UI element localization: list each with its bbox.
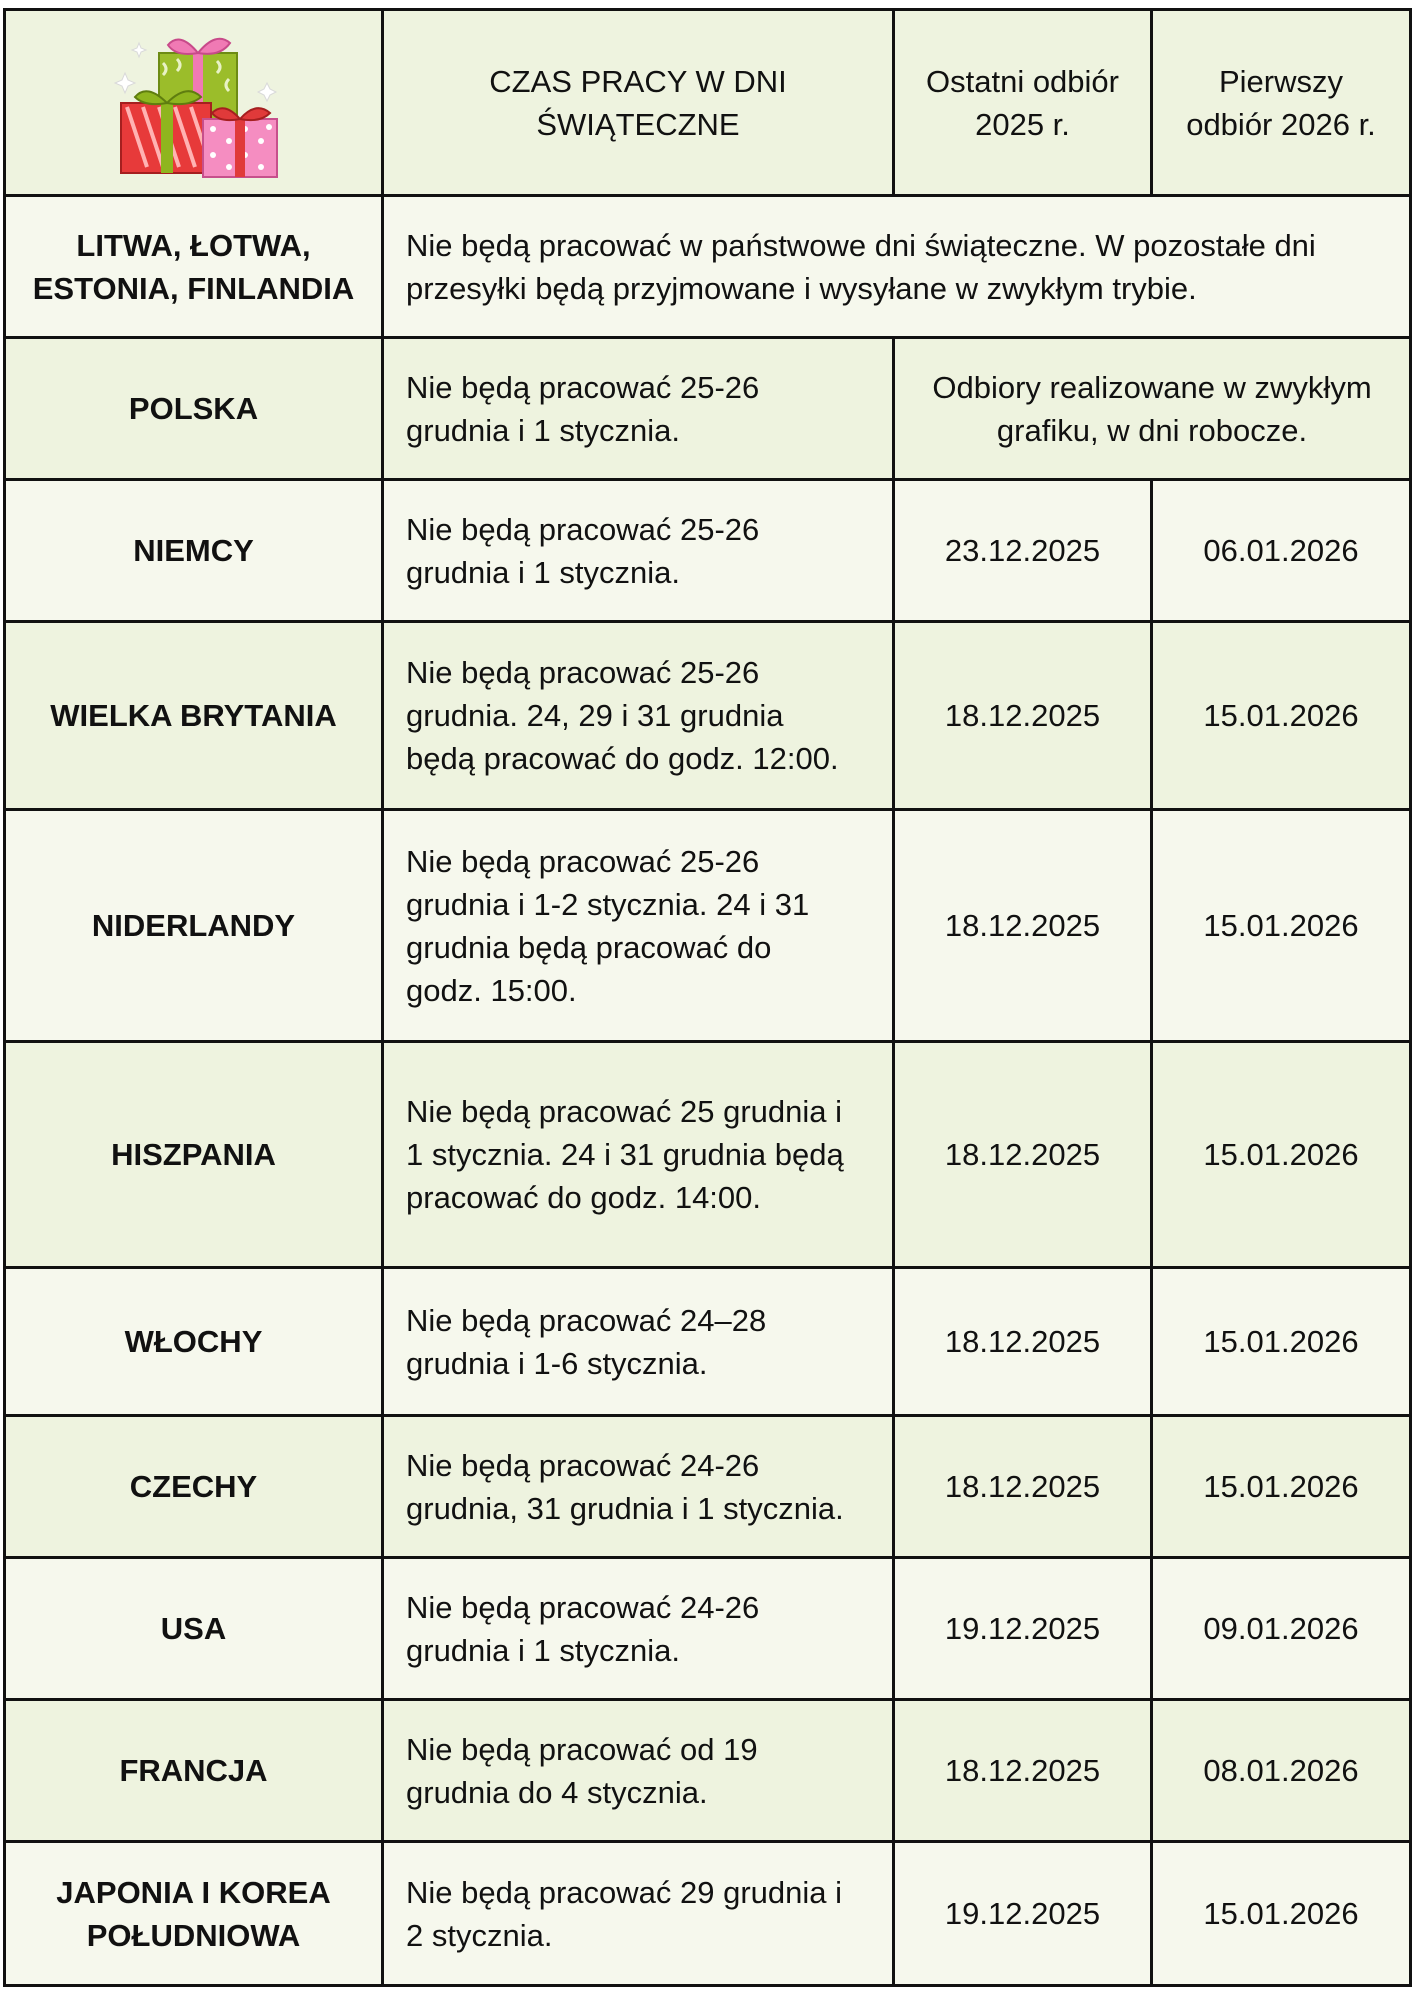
pickups-note-cell-line: Odbiory realizowane w zwykłym — [932, 369, 1372, 405]
working-hours-cell — [383, 1558, 894, 1700]
last-pickup-date: 18.12.2025 — [894, 1042, 1152, 1268]
first-pickup-date: 15.01.2026 — [1152, 1268, 1411, 1416]
working-hours-cell — [383, 1842, 894, 1986]
country-cell-line: CZECHY — [129, 1469, 258, 1504]
table-row — [5, 338, 1411, 480]
first-pickup-column-header: Pierwszy odbiór 2026 r. — [1152, 10, 1411, 196]
last-pickup-date: 18.12.2025 — [894, 1268, 1152, 1416]
working-hours-cell-line: Nie będą pracować 25-26 — [406, 655, 760, 690]
country-cell — [5, 1558, 383, 1700]
working-hours-cell — [383, 1700, 894, 1842]
header-row — [5, 10, 1411, 196]
first-pickup-date: 08.01.2026 — [1152, 1700, 1411, 1842]
country-cell-line: WŁOCHY — [124, 1324, 263, 1359]
country-cell — [5, 1842, 383, 1986]
illustration-cell — [5, 10, 383, 196]
working-hours-cell-line: grudnia i 1 stycznia. — [406, 554, 680, 590]
working-hours-cell-line: grudnia i 1 stycznia. — [406, 412, 680, 448]
country-cell — [5, 1042, 383, 1268]
working-hours-cell-line: Nie będą pracować 29 grudnia i — [406, 1874, 842, 1910]
working-hours-cell-line: Nie będą pracować 25-26 — [406, 369, 760, 405]
working-hours-cell-line: grudnia i 1 stycznia. — [406, 1632, 680, 1668]
first-pickup-date: 15.01.2026 — [1152, 1842, 1411, 1986]
working-hours-cell-line: pracować do godz. 14:00. — [406, 1180, 762, 1215]
first-pickup-date: 15.01.2026 — [1152, 810, 1411, 1042]
working-hours-cell-line: Nie będą pracować 25 grudnia i — [406, 1094, 842, 1129]
country-cell-line: LITWA, ŁOTWA, — [76, 227, 311, 263]
working-hours-cell-line: godz. 15:00. — [406, 972, 577, 1008]
last-pickup-date: 18.12.2025 — [894, 1416, 1152, 1558]
working-hours-cell-line: grudnia. 24, 29 i 31 grudnia — [406, 698, 784, 733]
gift-boxes-icon — [99, 23, 289, 183]
working-hours-cell-line: grudnia będą pracować do — [406, 929, 772, 965]
country-cell — [5, 1700, 383, 1842]
working-hours-cell-line: 2 stycznia. — [406, 1917, 553, 1953]
country-cell — [5, 1416, 383, 1558]
country-cell-line: NIDERLANDY — [91, 908, 296, 943]
working-hours-cell — [383, 338, 894, 480]
working-hours-cell-line: Nie będą pracować 25-26 — [406, 843, 760, 879]
first-pickup-date: 09.01.2026 — [1152, 1558, 1411, 1700]
country-cell-line: WIELKA BRYTANIA — [50, 698, 337, 733]
country-cell-line: FRANCJA — [119, 1753, 268, 1788]
working-hours-cell — [383, 480, 894, 622]
last-pickup-date: 19.12.2025 — [894, 1558, 1152, 1700]
first-pickup-date: 15.01.2026 — [1152, 1042, 1411, 1268]
working-hours-cell-line: Nie będą pracować 25-26 — [406, 511, 760, 547]
country-cell-line: NIEMCY — [133, 533, 254, 568]
country-cell — [5, 1268, 383, 1416]
working-hours-cell — [383, 196, 1411, 338]
country-cell-line: HISZPANIA — [111, 1137, 276, 1172]
country-cell-line: POŁUDNIOWA — [86, 1917, 301, 1953]
working-hours-cell-line: 1 stycznia. 24 i 31 grudnia będą — [406, 1137, 844, 1172]
last-pickup-date: 18.12.2025 — [894, 622, 1152, 810]
working-hours-cell-line: Nie będą pracować 24-26 — [406, 1589, 760, 1625]
last-pickup-date: 23.12.2025 — [894, 480, 1152, 622]
last-pickup-date: 18.12.2025 — [894, 1700, 1152, 1842]
first-pickup-date: 06.01.2026 — [1152, 480, 1411, 622]
table-row — [5, 480, 1411, 622]
first-pickup-date: 15.01.2026 — [1152, 622, 1411, 810]
last-pickup-date: 19.12.2025 — [894, 1842, 1152, 1986]
country-cell-line: ESTONIA, FINLANDIA — [32, 270, 355, 306]
table-row — [5, 1416, 1411, 1558]
table-row — [5, 1558, 1411, 1700]
country-cell-line: JAPONIA I KOREA — [56, 1874, 331, 1910]
table-row — [5, 1042, 1411, 1268]
holiday-schedule-table — [3, 8, 1412, 1987]
working-hours-cell — [383, 1042, 894, 1268]
country-cell — [5, 480, 383, 622]
country-cell — [5, 196, 383, 338]
table-row — [5, 196, 1411, 338]
working-hours-cell-line: grudnia do 4 stycznia. — [406, 1774, 708, 1810]
pickups-note-cell-line: grafiku, w dni robocze. — [996, 412, 1308, 448]
last-pickup-column-header: Ostatni odbiór 2025 r. — [894, 10, 1152, 196]
working-hours-cell-line: Nie będą pracować 24-26 — [406, 1447, 760, 1483]
country-cell-line: USA — [160, 1611, 227, 1646]
working-hours-cell — [383, 1416, 894, 1558]
working-hours-cell-line: Nie będą pracować 24–28 — [406, 1302, 767, 1338]
hours-column-header: CZAS PRACY W DNI ŚWIĄTECZNE — [383, 10, 894, 196]
working-hours-cell-line: będą pracować do godz. 12:00. — [406, 741, 839, 776]
table-row — [5, 1268, 1411, 1416]
working-hours-cell-line: grudnia, 31 grudnia i 1 stycznia. — [406, 1490, 844, 1526]
first-pickup-date: 15.01.2026 — [1152, 1416, 1411, 1558]
table-row — [5, 622, 1411, 810]
table-row — [5, 1700, 1411, 1842]
working-hours-cell — [383, 810, 894, 1042]
country-cell — [5, 338, 383, 480]
working-hours-cell-line: grudnia i 1-6 stycznia. — [406, 1345, 708, 1381]
country-cell-line: POLSKA — [128, 391, 259, 426]
country-cell — [5, 622, 383, 810]
working-hours-cell-line: Nie będą pracować od 19 — [406, 1731, 758, 1767]
table-row — [5, 1842, 1411, 1986]
working-hours-cell — [383, 622, 894, 810]
last-pickup-date: 18.12.2025 — [894, 810, 1152, 1042]
working-hours-cell-line: przesyłki będą przyjmowane i wysyłane w zwykłym trybie. — [406, 270, 1197, 306]
working-hours-cell-line: Nie będą pracować w państwowe dni świąteczne. W pozostałe dni — [406, 227, 1316, 263]
working-hours-cell-line: grudnia i 1-2 stycznia. 24 i 31 — [406, 886, 810, 922]
table-row — [5, 810, 1411, 1042]
working-hours-cell — [383, 1268, 894, 1416]
country-cell — [5, 810, 383, 1042]
pickups-note-cell — [894, 338, 1411, 480]
